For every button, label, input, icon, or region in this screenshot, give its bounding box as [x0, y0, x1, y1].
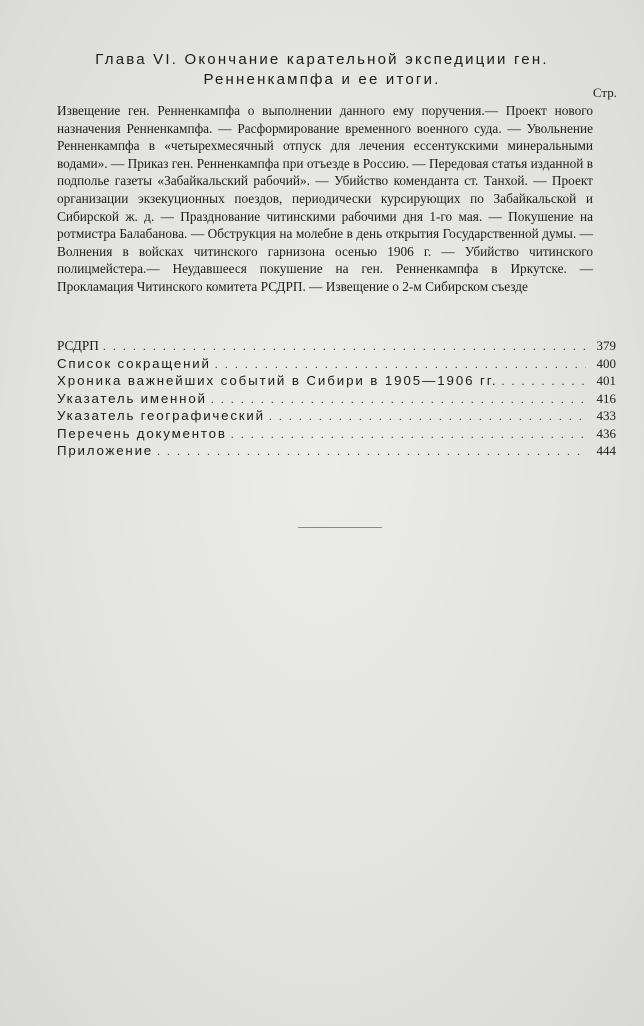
- chapter-title-line-2: Ренненкампфа и ее итоги.: [203, 71, 441, 88]
- toc-entry-page: 400: [596, 355, 616, 371]
- toc-entry-title: РСДРП: [57, 338, 99, 353]
- toc-entry-title: Хроника важнейших событий в Сибири в 1905—1906 гг.: [57, 373, 498, 388]
- toc-entry-page: 436: [596, 425, 616, 441]
- dot-leader: [215, 357, 586, 372]
- dot-leader: [501, 374, 586, 389]
- toc-entry-appendix: [57, 443, 616, 461]
- toc-entry-page: 433: [596, 408, 616, 423]
- toc-entry-title: Указатель именной: [57, 390, 207, 406]
- toc-entry-title: Перечень документов: [57, 425, 227, 441]
- toc-entry-title: Список сокращений: [57, 355, 211, 371]
- toc-entry-rsdrp: [57, 338, 616, 356]
- toc-entry-chronicle: [57, 373, 616, 391]
- page-column-header: Стр.: [592, 85, 617, 100]
- dot-leader: [157, 444, 586, 459]
- toc-entry-page: 444: [596, 443, 616, 458]
- dot-leader: [231, 427, 586, 442]
- toc-entry-abbreviations: [57, 356, 616, 374]
- toc-entry-page: 379: [596, 338, 616, 353]
- dot-leader: [211, 392, 586, 407]
- chapter-summary: Извещение ген. Ренненкампфа о выполнении данного ему поручения.— Проект нового назначения Ренненкампфа. — Расформирование временного военного суда. — Увольнение Ренненкампфа в «четырехмесячный отпуск для лечения ессентукскими минеральными водами». — Приказ ген. Ренненкампфа при отъезде в Россию. — Передовая статья изданной в подполье газеты «Забайкальский рабочий». — Убийство коменданта ст. Танхой. — Проект организации экзекуционных поездов, периодически курсирующих по Забайкальской и Сибирской ж. д. — Празднование читинскими рабочими дня 1-го мая. — Покушение на ротмистра Балабанова. — Обструкция на молебне в день открытия Государственной думы. — Волнения в войсках читинского гарнизона осенью 1906 г. — Убийство читинского полицмейстера.— Неудавшееся покушение на ген. Ренненкампфа в Иркутске. — Прокламация Читинского комитета РСДРП. — Извещение о 2-м Сибирском съезде: [57, 103, 593, 294]
- toc-entry-page: 401: [596, 373, 616, 388]
- section-divider: [298, 527, 382, 528]
- dot-leader: [103, 339, 586, 354]
- toc-entry-geographic-index: [57, 408, 616, 426]
- dot-leader: [269, 409, 586, 424]
- toc-entry-title: Указатель географический: [57, 408, 265, 423]
- toc-entry-title: Приложение: [57, 443, 153, 458]
- toc-entry-document-list: [57, 426, 616, 444]
- chapter-title: [40, 50, 604, 90]
- chapter-title-line-1: Глава VI. Окончание карательной экспедиции ген.: [95, 51, 549, 68]
- toc-entry-page: 416: [596, 390, 616, 406]
- table-of-contents: [57, 338, 616, 461]
- toc-entry-name-index: [57, 391, 616, 409]
